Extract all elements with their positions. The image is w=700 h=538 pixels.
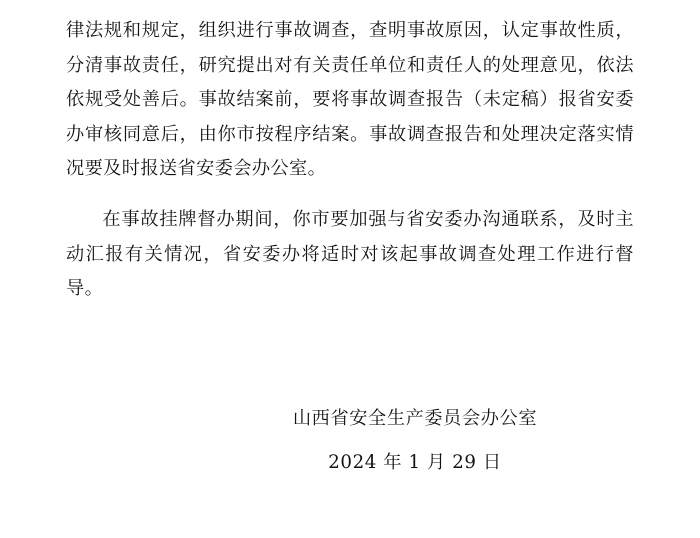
signature-block	[0, 402, 700, 480]
paragraph-spacer	[66, 187, 634, 203]
document-body	[66, 14, 634, 307]
signature-organization: 山西省安全生产委员会办公室	[292, 408, 538, 429]
paragraph-1: 律法规和规定，组织进行事故调查，查明事故原因，认定事故性质，分清事故责任，研究提出对有关责任单位和责任人的处理意见，依法依规受处善后。事故结案前，要将事故调查报告（未定稿）报省安委办审核同意后，由你市按程序结案。事故调查报告和处理决定落实情况要及时报送省安委会办公室。	[66, 20, 634, 180]
paragraph-2: 在事故挂牌督办期间，你市要加强与省安委办沟通联系，及时主动汇报有关情况，省安委办将适时对该起事故调查处理工作进行督导。	[66, 208, 634, 300]
signature-date: 2024 年 1 月 29 日	[328, 452, 502, 473]
